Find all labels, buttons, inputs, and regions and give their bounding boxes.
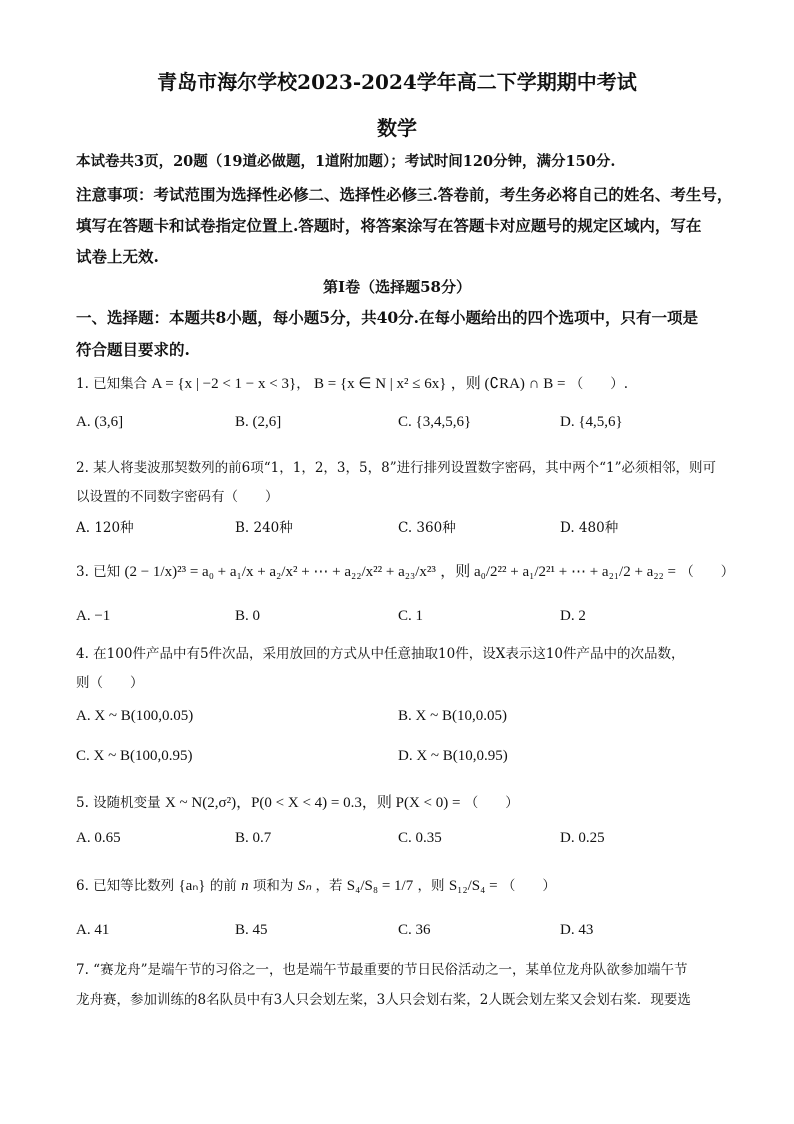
q3-option-c: C. 1 bbox=[398, 608, 424, 624]
q1-option-c: C. {3,4,5,6} bbox=[398, 414, 472, 430]
q6-option-d: D. 43 bbox=[560, 922, 594, 938]
q4-option-b: B. X ~ B(10,0.05) bbox=[398, 708, 507, 724]
q1-option-b: B. (2,6] bbox=[235, 414, 282, 430]
q6-prefix: 6. 已知等比数列 bbox=[76, 878, 175, 894]
q5-paren: （ ） bbox=[464, 795, 519, 811]
q7-line-2: 龙舟赛，参加训练的8名队员中有3人只会划左桨，3人只会划右桨，2人既会划左桨又会划右桨．现要选 bbox=[76, 992, 691, 1008]
q1-prefix: 1. 已知集合 bbox=[76, 376, 148, 392]
q1-option-a: A. (3,6] bbox=[76, 414, 124, 430]
subject-title: 数学 bbox=[377, 116, 417, 140]
q6-mid-3: ，若 bbox=[315, 878, 343, 894]
q6-n: n bbox=[241, 878, 249, 894]
q6-sequence: {aₙ} bbox=[178, 878, 206, 894]
q7-line-1: 7. “赛龙舟”是端午节的习俗之一，也是端午节最重要的节日民俗活动之一，某单位龙舟队欲参加端午节 bbox=[76, 962, 688, 978]
q5-option-c: C. 0.35 bbox=[398, 830, 442, 846]
q6-mid-1: 的前 bbox=[209, 878, 237, 894]
q6-mid-2: 项和为 bbox=[252, 878, 294, 894]
q1-set-a: A = {x | −2 < 1 − x < 3} bbox=[151, 376, 297, 392]
section-title: 第I卷（选择题58分） bbox=[323, 278, 471, 296]
q6-mid-4: ，则 bbox=[417, 878, 445, 894]
notes-line-1: 本试卷共3页，20题（19道必做题，1道附加题）；考试时间120分钟，满分150分. bbox=[76, 153, 616, 170]
exam-title: 青岛市海尔学校2023-2024学年高二下学期期中考试 bbox=[157, 70, 637, 94]
question-5 bbox=[76, 791, 519, 812]
q6-condition: S₄/S₈ = 1/7 bbox=[346, 878, 414, 894]
notes-line-2: 注意事项：考试范围为选择性必修二、选择性必修三.答卷前，考生务必将自己的姓名、考生号， bbox=[76, 185, 733, 204]
q2-line-2: 以设置的不同数字密码有（ ） bbox=[76, 489, 279, 505]
section-intro-2: 符合题目要求的. bbox=[76, 340, 190, 359]
q3-option-b: B. 0 bbox=[235, 608, 261, 624]
q2-option-d: D. 480种 bbox=[560, 520, 619, 536]
q6-option-c: C. 36 bbox=[398, 922, 431, 938]
q5-option-a: A. 0.65 bbox=[76, 830, 121, 846]
section-intro-1: 一、选择题：本题共8小题，每小题5分，共40分.在每小题给出的四个选项中，只有一项是 bbox=[76, 308, 699, 327]
q3-option-a: A. −1 bbox=[76, 608, 111, 624]
question-6 bbox=[76, 874, 556, 895]
q1-paren: （ ）. bbox=[569, 376, 629, 392]
q5-option-d: D. 0.25 bbox=[560, 830, 605, 846]
q6-option-a: A. 41 bbox=[76, 922, 110, 938]
q6-paren: （ ） bbox=[501, 878, 556, 894]
question-1 bbox=[76, 372, 628, 393]
question-3 bbox=[76, 560, 734, 581]
q4-line-1: 4. 在100件产品中有5件次品，采用放回的方式从中任意抽取10件，设X表示这10件产品中的次品数， bbox=[76, 646, 685, 662]
q1-comma: ， bbox=[296, 376, 310, 392]
q5-prefix: 5. 设随机变量 bbox=[76, 795, 161, 811]
notes-line-3: 填写在答题卡和试卷指定位置上.答题时，将答案涂写在答题卡对应题号的规定区域内，写在 bbox=[76, 216, 702, 235]
q1-set-b: B = {x ∈ N | x² ≤ 6x} bbox=[313, 376, 447, 392]
q3-ask: ，则 a₀/2²² + a₁/2²¹ + ⋯ + a₂₁/2 + a₂₂ = bbox=[440, 564, 676, 580]
q3-prefix: 3. 已知 bbox=[76, 564, 121, 580]
q4-option-c: C. X ~ B(100,0.95) bbox=[76, 748, 193, 764]
q3-paren: （ ） bbox=[680, 564, 735, 580]
q6-option-b: B. 45 bbox=[235, 922, 268, 938]
q4-option-d: D. X ~ B(10,0.95) bbox=[398, 748, 508, 764]
q4-option-a: A. X ~ B(100,0.05) bbox=[76, 708, 194, 724]
q1-option-d: D. {4,5,6} bbox=[560, 414, 623, 430]
q3-option-d: D. 2 bbox=[560, 608, 586, 624]
q2-option-a: A. 120种 bbox=[76, 520, 134, 536]
q6-sn: Sₙ bbox=[297, 878, 312, 894]
q2-option-c: C. 360种 bbox=[398, 520, 456, 536]
q4-line-2: 则（ ） bbox=[76, 675, 144, 691]
q5-option-b: B. 0.7 bbox=[235, 830, 272, 846]
q2-line-1: 2. 某人将斐波那契数列的前6项“1，1，2，3，5，8”进行排列设置数字密码，其中两个“1”必须相邻，则可 bbox=[76, 460, 716, 476]
q3-equation: (2 − 1/x)²³ = a₀ + a₁/x + a₂/x² + ⋯ + a₂₂/x²² + a₂₃/x²³ bbox=[124, 564, 436, 580]
q2-option-b: B. 240种 bbox=[235, 520, 293, 536]
q6-ask: S₁₂/S₄ = bbox=[448, 878, 498, 894]
q1-ask: ，则 (∁RA) ∩ B = bbox=[450, 376, 566, 392]
notes-line-4: 试卷上无效. bbox=[76, 247, 159, 266]
q5-equation: X ~ N(2,σ²)，P(0 < X < 4) = 0.3，则 P(X < 0) = bbox=[164, 795, 461, 811]
